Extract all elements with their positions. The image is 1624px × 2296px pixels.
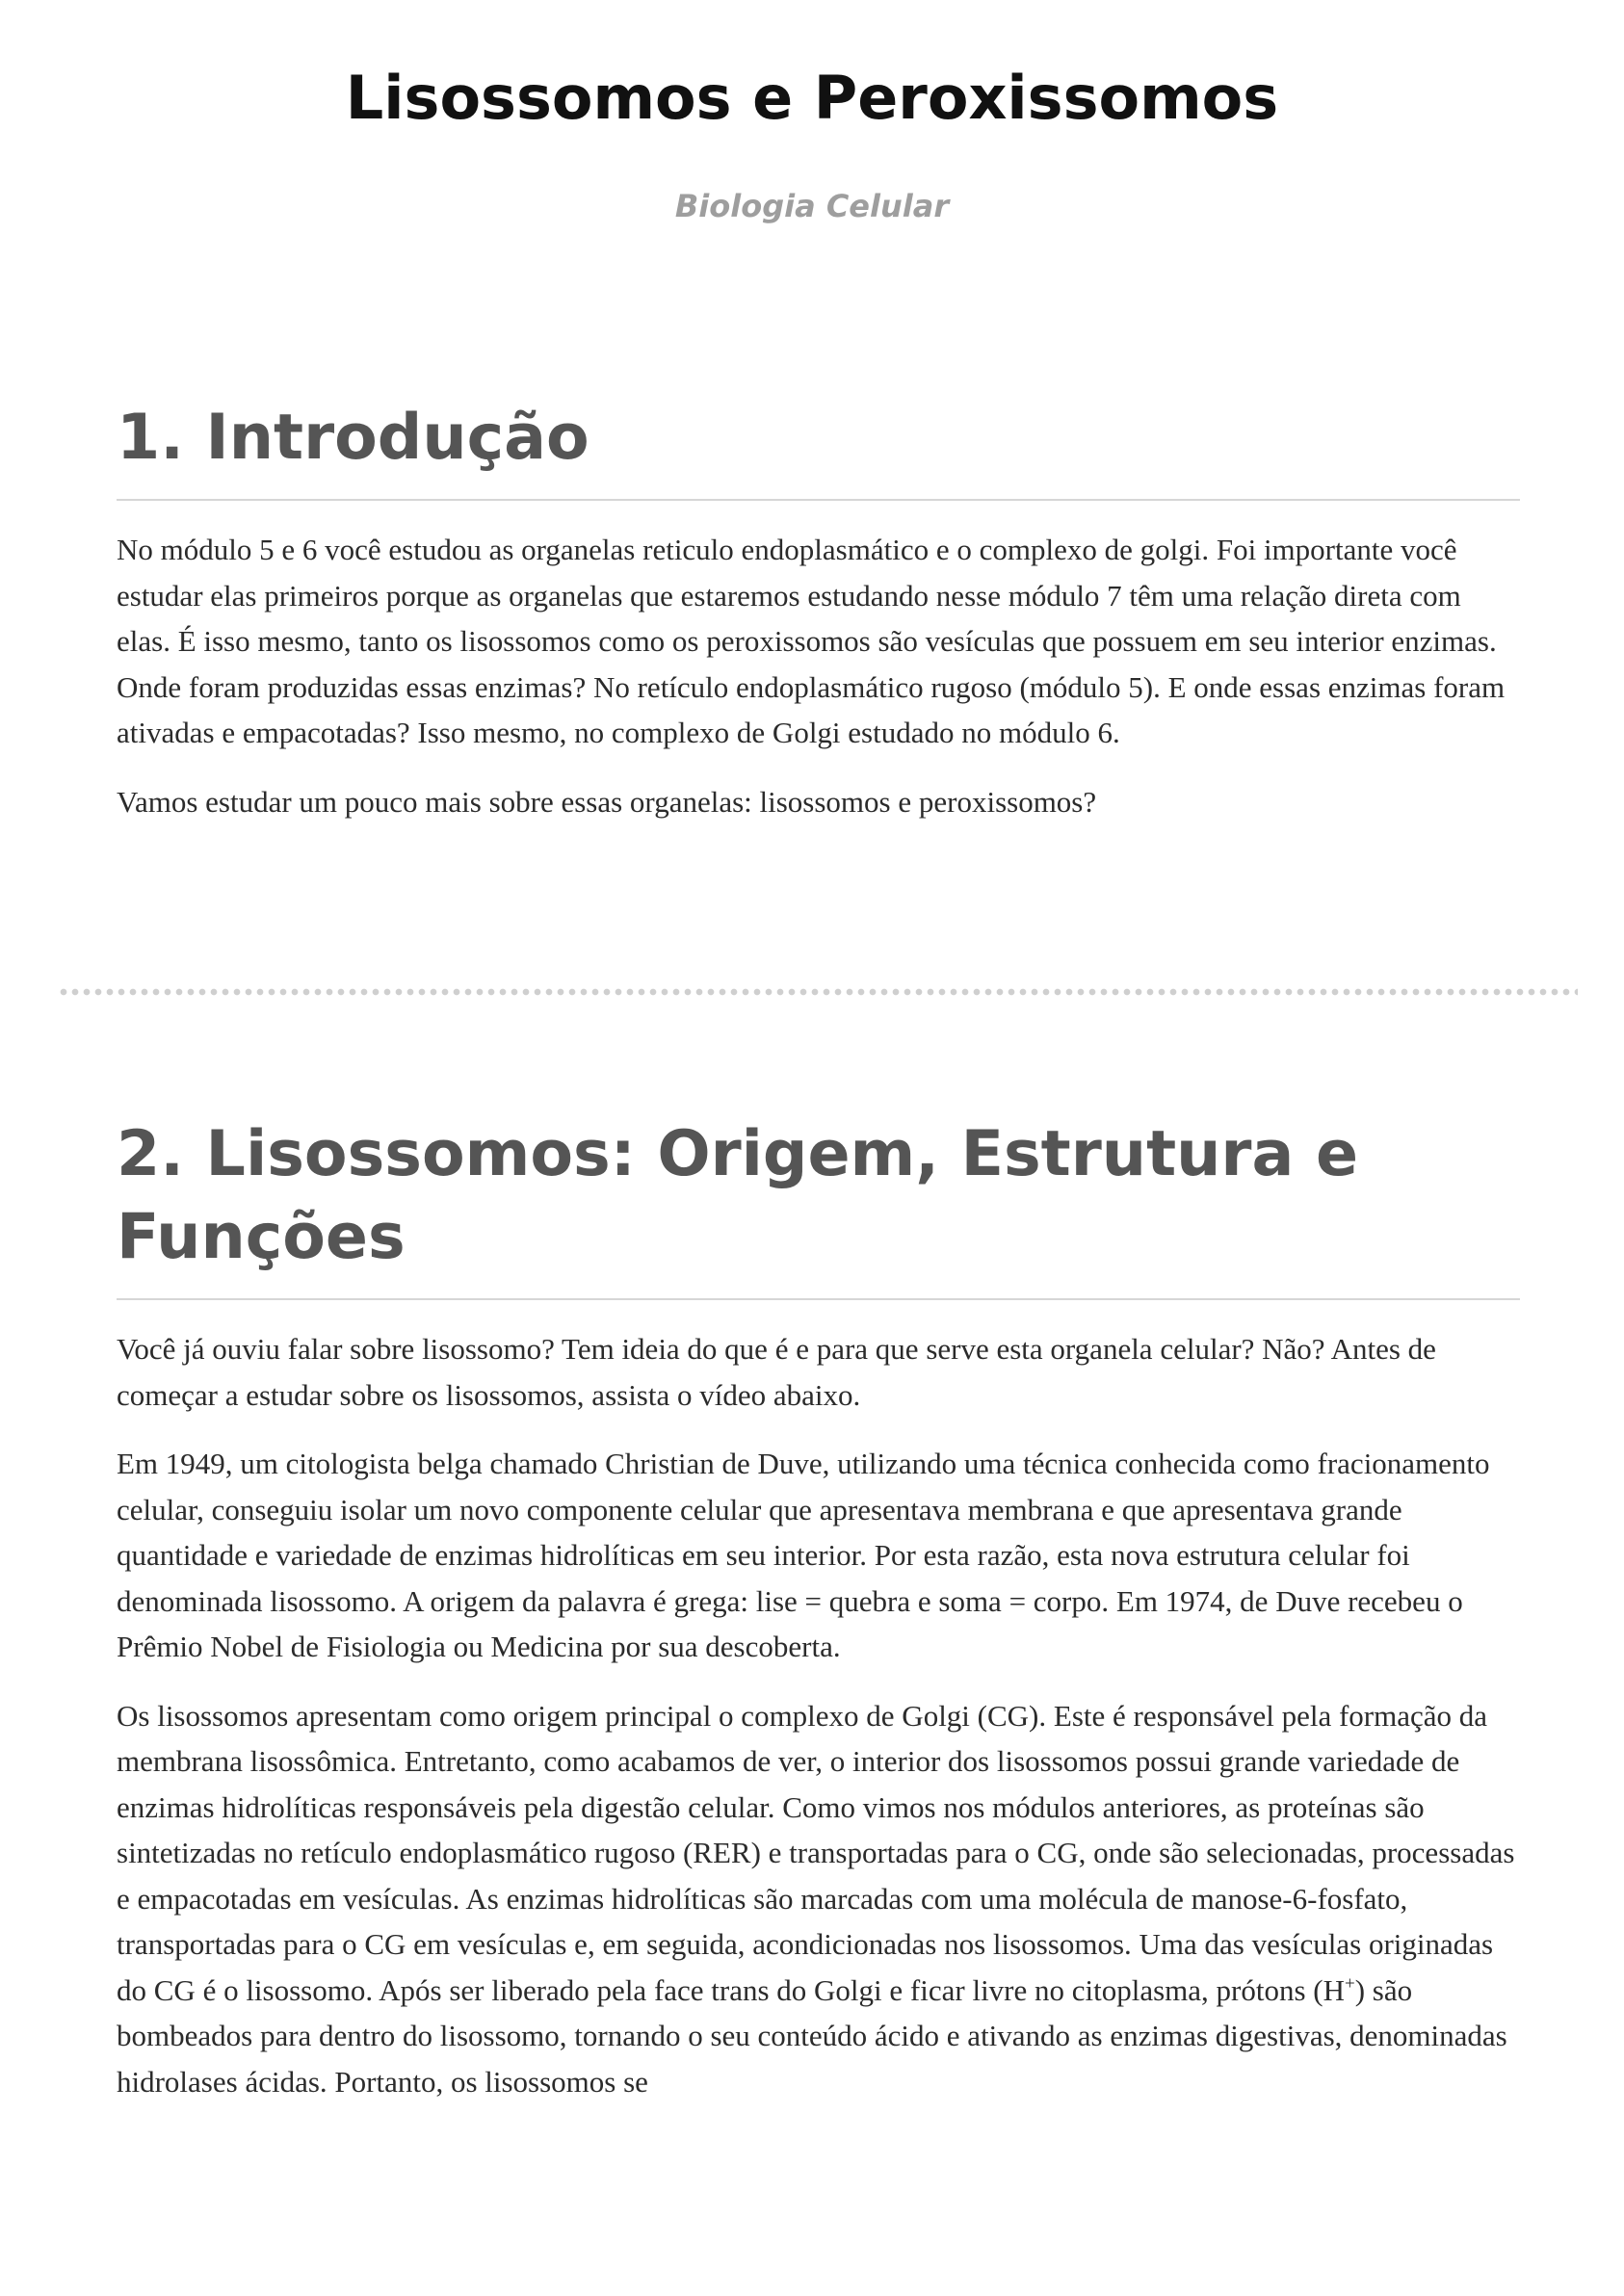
document-title: Lisossomos e Peroxissomos <box>345 63 1279 133</box>
section-heading: 1. Introdução <box>117 397 1520 501</box>
paragraph: No módulo 5 e 6 você estudou as organelas reticulo endoplasmático e o complexo de golgi. Foi importante você estudar elas primeiros porque as organelas que estaremos estudando nesse módulo 7 têm uma relação direta com elas. É isso mesmo, tanto os lisossomos como os peroxissomos são vesículas que possuem em seu interior enzimas. Onde foram produzidas essas enzimas? No retículo endoplasmático rugoso (módulo 5). E onde essas enzimas foram ativadas e empacotadas? Isso mesmo, no complexo de Golgi estudado no módulo 6. <box>117 533 1506 749</box>
superscript-plus: + <box>1345 1973 1355 1995</box>
section-introducao <box>117 397 1520 848</box>
paragraph-text: Os lisossomos apresentam como origem principal o complexo de Golgi (CG). Este é responsável pela formação da membrana lisossômica. Entretanto, como acabamos de ver, o interior dos lisossomos possui grande variedade de enzimas hidrolíticas responsáveis pela digestão celular. Como vimos nos módulos anteriores, as proteínas são sintetizadas no retículo endoplasmático rugoso (RER) e transportadas para o CG, onde são selecionadas, processadas e empacotadas em vesículas. As enzimas hidrolíticas são marcadas com uma molécula de manose-6-fosfato, transportadas para o CG em vesículas e, em seguida, acondicionadas nos lisossomos. Uma das vesículas originadas do CG é o lisossomo. Após ser liberado pela face trans do Golgi e ficar livre no citoplasma, prótons (H <box>117 1698 1515 2007</box>
document-subtitle: Biologia Celular <box>674 188 950 224</box>
section-heading: 2. Lisossomos: Origem, Estrutura e Funções <box>117 1113 1520 1300</box>
paragraph <box>117 1693 1520 2105</box>
paragraph-text: ) são bombeados para dentro do lisossomo, tornando o seu conteúdo ácido e ativando as enzimas digestivas, denominadas hidrolases ácidas. Portanto, os lisossomos se <box>117 1972 1507 2099</box>
dotted-divider <box>58 988 1578 996</box>
section-lisossomos <box>117 1113 1520 2127</box>
paragraph: Em 1949, um citologista belga chamado Christian de Duve, utilizando uma técnica conhecida como fracionamento celular, conseguiu isolar um novo componente celular que apresentava membrana e que apresentava grande quantidade e variedade de enzimas hidrolíticas em seu interior. Por esta razão, esta nova estrutura celular foi denominada lisossomo. A origem da palavra é grega: lise = quebra e soma = corpo. Em 1974, de Duve recebeu o Prêmio Nobel de Fisiologia ou Medicina por sua descoberta. <box>117 1447 1490 1663</box>
section-body <box>117 1326 1520 2104</box>
paragraph: Vamos estudar um pouco mais sobre essas organelas: lisossomos e peroxissomos? <box>117 784 1097 819</box>
section-body <box>117 527 1520 824</box>
paragraph: Você já ouviu falar sobre lisossomo? Tem ideia do que é e para que serve esta organela celular? Não? Antes de começar a estudar sobre os lisossomos, assista o vídeo abaixo. <box>117 1332 1436 1412</box>
